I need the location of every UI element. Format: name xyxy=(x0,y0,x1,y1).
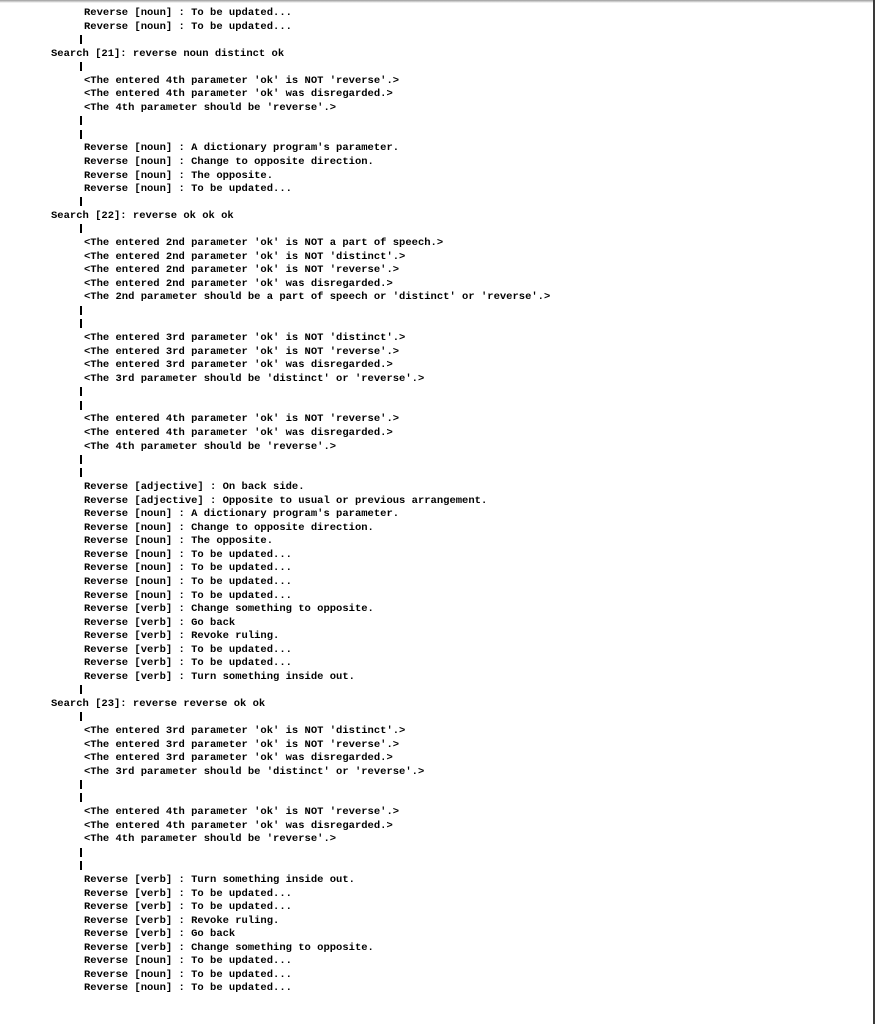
pipe-icon xyxy=(80,455,82,464)
tree-connector xyxy=(0,684,550,698)
pipe-icon xyxy=(80,712,82,721)
tree-connector xyxy=(0,779,550,793)
output-line: Reverse [noun] : A dictionary program's parameter. xyxy=(84,508,400,521)
tree-connector xyxy=(0,454,550,468)
output-line: Reverse [verb] : Go back xyxy=(84,616,236,629)
output-line: Reverse [noun] : To be updated... xyxy=(84,548,292,561)
output-line: <The entered 2nd parameter 'ok' is NOT 'distinct'.> xyxy=(84,250,406,263)
output-line: <The entered 4th parameter 'ok' is NOT 'reverse'.> xyxy=(84,806,400,819)
output-line: Reverse [noun] : The opposite. xyxy=(84,535,274,548)
output-line: <The 4th parameter should be 'reverse'.> xyxy=(84,833,337,846)
tree-connector xyxy=(0,61,550,75)
tree-connector xyxy=(0,711,550,725)
output-line: <The entered 2nd parameter 'ok' was disregarded.> xyxy=(84,277,393,290)
output-line: Reverse [adjective] : On back side. xyxy=(84,481,305,494)
output-line: Reverse [noun] : The opposite. xyxy=(84,169,274,182)
pipe-icon xyxy=(80,319,82,328)
output-line: Reverse [verb] : Change something to opposite. xyxy=(84,941,374,954)
output-line: Reverse [noun] : A dictionary program's parameter. xyxy=(84,142,400,155)
output-line: Reverse [adjective] : Opposite to usual or previous arrangement. xyxy=(84,494,488,507)
pipe-icon xyxy=(80,401,82,410)
output-line: Reverse [noun] : To be updated... xyxy=(84,982,292,995)
pipe-icon xyxy=(80,387,82,396)
output-line: Reverse [verb] : Turn something inside out. xyxy=(84,874,355,886)
output-line: <The entered 4th parameter 'ok' was disregarded.> xyxy=(84,88,393,101)
output-line: <The entered 3rd parameter 'ok' is NOT 'distinct'.> xyxy=(84,332,406,345)
output-line: Reverse [verb] : Revoke ruling. xyxy=(84,630,280,643)
output-line: <The 2nd parameter should be a part of speech or 'distinct' or 'reverse'.> xyxy=(84,291,551,304)
tree-connector xyxy=(0,197,550,211)
search-header: Search [21]: reverse noun distinct ok xyxy=(51,47,285,60)
tree-connector xyxy=(0,847,550,861)
tree-connector xyxy=(0,224,550,238)
pipe-icon xyxy=(80,224,82,233)
output-line: Reverse [verb] : Go back xyxy=(84,928,236,941)
pipe-icon xyxy=(80,306,82,315)
tree-connector xyxy=(0,305,550,319)
output-line: <The entered 3rd parameter 'ok' was disregarded.> xyxy=(84,752,393,765)
search-header: Search [22]: reverse ok ok ok xyxy=(51,210,234,223)
output-line: <The 4th parameter should be 'reverse'.> xyxy=(84,101,337,114)
pipe-icon xyxy=(80,62,82,71)
output-line: <The entered 3rd parameter 'ok' is NOT 'distinct'.> xyxy=(84,724,406,737)
output-line: <The entered 2nd parameter 'ok' is NOT 'reverse'.> xyxy=(84,264,400,277)
output-line: Reverse [noun] : To be updated... xyxy=(84,183,292,196)
output-line: Reverse [verb] : To be updated... xyxy=(84,657,292,670)
output-line: Reverse [noun] : To be updated... xyxy=(84,955,292,968)
pipe-icon xyxy=(80,197,82,206)
pipe-icon xyxy=(80,793,82,802)
output-line: <The entered 4th parameter 'ok' is NOT 'reverse'.> xyxy=(84,74,400,87)
output-line: Reverse [noun] : Change to opposite direction. xyxy=(84,521,374,534)
tree-connector xyxy=(0,793,550,807)
pipe-icon xyxy=(80,780,82,789)
tree-connector xyxy=(0,400,550,414)
output-line: <The entered 4th parameter 'ok' is NOT 'reverse'.> xyxy=(84,413,400,426)
output-line: Reverse [noun] : To be updated... xyxy=(84,562,292,575)
output-line: Reverse [verb] : To be updated... xyxy=(84,887,292,900)
tree-connector xyxy=(0,319,550,333)
output-line: <The entered 3rd parameter 'ok' was disregarded.> xyxy=(84,359,393,372)
output-line: Reverse [verb] : Revoke ruling. xyxy=(84,914,280,927)
output-line: Reverse [noun] : To be updated... xyxy=(84,968,292,981)
output-line: Reverse [noun] : Change to opposite direction. xyxy=(84,156,374,169)
tree-connector xyxy=(0,115,550,129)
pipe-icon xyxy=(80,468,82,477)
tree-connector xyxy=(0,468,550,482)
window-top-shadow xyxy=(0,0,875,3)
output-line: <The entered 4th parameter 'ok' was disregarded.> xyxy=(84,426,393,439)
tree-connector xyxy=(0,860,550,874)
output-line: <The entered 3rd parameter 'ok' is NOT 'reverse'.> xyxy=(84,345,400,358)
output-line: Reverse [verb] : Change something to opposite. xyxy=(84,603,374,616)
search-header: Search [23]: reverse reverse ok ok xyxy=(51,697,266,710)
tree-connector xyxy=(0,129,550,143)
output-line: Reverse [noun] : To be updated... xyxy=(84,7,292,19)
pipe-icon xyxy=(80,848,82,857)
pipe-icon xyxy=(80,116,82,125)
output-line: Reverse [verb] : Turn something inside out. xyxy=(84,670,355,683)
output-line: Reverse [noun] : To be updated... xyxy=(84,589,292,602)
pipe-icon xyxy=(80,35,82,44)
output-line: <The 4th parameter should be 'reverse'.> xyxy=(84,440,337,453)
output-line: <The entered 2nd parameter 'ok' is NOT a part of speech.> xyxy=(84,237,444,250)
output-line: Reverse [noun] : To be updated... xyxy=(84,20,292,33)
output-line: Reverse [verb] : To be updated... xyxy=(84,901,292,914)
output-line: <The entered 4th parameter 'ok' was disregarded.> xyxy=(84,819,393,832)
output-line: Reverse [verb] : To be updated... xyxy=(84,643,292,656)
output-line: Reverse [noun] : To be updated... xyxy=(84,575,292,588)
output-line: <The 3rd parameter should be 'distinct' or 'reverse'.> xyxy=(84,372,425,385)
pipe-icon xyxy=(80,861,82,870)
console-output xyxy=(0,7,550,996)
tree-connector xyxy=(0,386,550,400)
output-line: <The entered 3rd parameter 'ok' is NOT 'reverse'.> xyxy=(84,738,400,751)
tree-connector xyxy=(0,34,550,48)
pipe-icon xyxy=(80,130,82,139)
output-line: <The 3rd parameter should be 'distinct' or 'reverse'.> xyxy=(84,765,425,778)
pipe-icon xyxy=(80,685,82,694)
